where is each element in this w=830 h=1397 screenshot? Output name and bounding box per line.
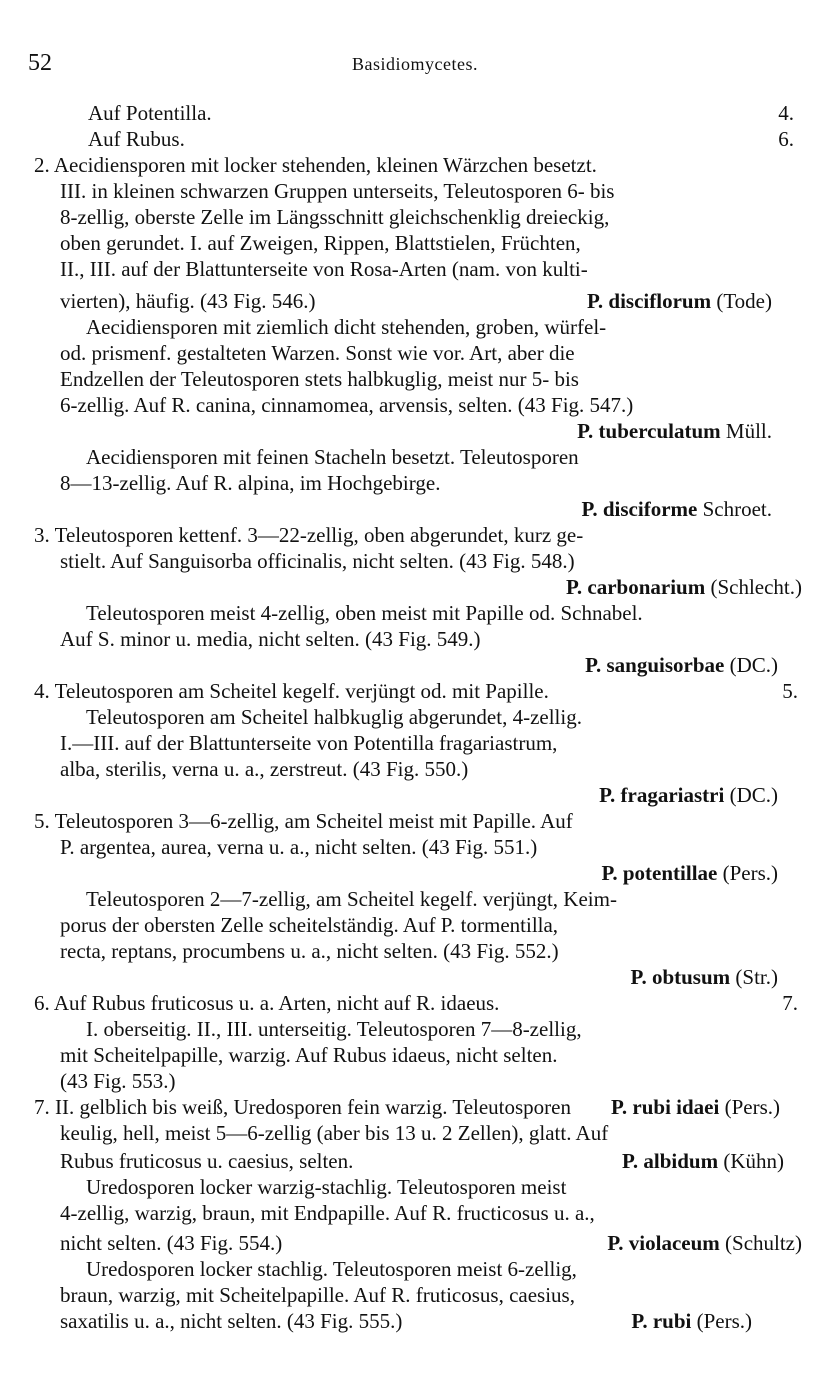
- text-line: I. oberseitig. II., III. unterseitig. Teleutosporen 7—8-zellig,: [86, 1017, 582, 1041]
- species-author: (Pers.): [722, 861, 778, 885]
- species-name: P. disciflorum: [587, 289, 712, 313]
- text-line: keulig, hell, meist 5—6-zellig (aber bis 13 u. 2 Zellen), glatt. Auf: [60, 1121, 609, 1145]
- text-line: porus der obersten Zelle scheitelständig. Auf P. tormentilla,: [60, 913, 559, 937]
- text-line: 6-zellig. Auf R. canina, cinnamomea, arvensis, selten. (43 Fig. 547.): [60, 393, 634, 417]
- text-line: 7. II. gelblich bis weiß, Uredosporen fein warzig. Teleutosporen: [34, 1095, 571, 1119]
- text-line: Teleutosporen 2—7-zellig, am Scheitel kegelf. verjüngt, Keim-: [86, 887, 617, 911]
- species-author: (DC.): [729, 653, 778, 677]
- text-line: Auf S. minor u. media, nicht selten. (43 Fig. 549.): [60, 627, 481, 651]
- text-line: od. prismenf. gestalteten Warzen. Sonst wie vor. Art, aber die: [60, 341, 575, 365]
- species-author: (DC.): [729, 783, 778, 807]
- text-line: 8-zellig, oberste Zelle im Längsschnitt gleichschenklig dreieckig,: [60, 205, 610, 229]
- species-name: P. violaceum: [607, 1231, 720, 1255]
- page-number: 52: [28, 50, 52, 76]
- text-line: 2. Aecidiensporen mit locker stehenden, kleinen Wärzchen besetzt.: [34, 153, 597, 177]
- species-author: Müll.: [725, 419, 772, 443]
- text-line: Rubus fruticosus u. caesius, selten.: [60, 1149, 354, 1173]
- text-line: P. argentea, aurea, verna u. a., nicht selten. (43 Fig. 551.): [60, 835, 538, 859]
- text-line: II., III. auf der Blattunterseite von Rosa-Arten (nam. von kulti-: [60, 257, 588, 281]
- lead-number: 7.: [782, 991, 798, 1015]
- text-line: 4-zellig, warzig, braun, mit Endpapille. Auf R. fructicosus u. a.,: [60, 1201, 595, 1225]
- species-name: P. carbonarium: [565, 575, 706, 599]
- species-author: (Pers.): [724, 1095, 780, 1119]
- species-entry: [581, 496, 772, 522]
- species-name: P. obtusum: [630, 965, 731, 989]
- species-name: P. potentillae: [601, 861, 718, 885]
- text-line: Uredosporen locker stachlig. Teleutosporen meist 6-zellig,: [86, 1257, 577, 1281]
- species-name: P. sanguisorbae: [585, 653, 725, 677]
- text-line: Teleutosporen meist 4-zellig, oben meist mit Papille od. Schnabel.: [86, 601, 643, 625]
- species-name: P. disciforme: [581, 497, 698, 521]
- species-entry: [607, 1230, 802, 1256]
- species-author: (Pers.): [696, 1309, 752, 1333]
- species-entry: [577, 418, 772, 444]
- species-name: P. albidum: [621, 1149, 719, 1173]
- page-header: [28, 50, 802, 80]
- text-line: Endzellen der Teleutosporen stets halbkuglig, meist nur 5- bis: [60, 367, 579, 391]
- species-author: (Kühn): [723, 1149, 784, 1173]
- text-line: braun, warzig, mit Scheitelpapille. Auf R. fruticosus, caesius,: [60, 1283, 575, 1307]
- species-entry: [631, 1308, 752, 1334]
- species-entry: [587, 288, 772, 314]
- text-line: I.—III. auf der Blattunterseite von Potentilla fragariastrum,: [60, 731, 558, 755]
- species-author: Schroet.: [702, 497, 772, 521]
- lead-number: 5.: [782, 679, 798, 703]
- text-line: mit Scheitelpapille, warzig. Auf Rubus idaeus, nicht selten.: [60, 1043, 558, 1067]
- species-name: P. tuberculatum: [577, 419, 721, 443]
- species-entry: [631, 964, 778, 990]
- text-line: Uredosporen locker warzig-stachlig. Teleutosporen meist: [86, 1175, 567, 1199]
- text-line: 8—13-zellig. Auf R. alpina, im Hochgebirge.: [60, 471, 441, 495]
- text-line: 4. Teleutosporen am Scheitel kegelf. verjüngt od. mit Papille.: [34, 679, 549, 703]
- text-line: (43 Fig. 553.): [60, 1069, 176, 1093]
- species-entry: [585, 652, 778, 678]
- text-line: recta, reptans, procumbens u. a., nicht selten. (43 Fig. 552.): [60, 939, 559, 963]
- text-line: 6. Auf Rubus fruticosus u. a. Arten, nicht auf R. idaeus.: [34, 991, 500, 1015]
- text-line: oben gerundet. I. auf Zweigen, Rippen, Blattstielen, Früchten,: [60, 231, 581, 255]
- text-line: Aecidiensporen mit ziemlich dicht stehenden, groben, würfel-: [86, 315, 607, 339]
- lead-number: 4.: [778, 101, 794, 125]
- text-line: Aecidiensporen mit feinen Stacheln besetzt. Teleutosporen: [86, 445, 579, 469]
- text-line: Teleutosporen am Scheitel halbkuglig abgerundet, 4-zellig.: [86, 705, 582, 729]
- lead-number: 6.: [778, 127, 794, 151]
- species-name: P. fragariastri: [599, 783, 725, 807]
- species-author: (Str.): [735, 965, 778, 989]
- text-line: nicht selten. (43 Fig. 554.): [60, 1231, 283, 1255]
- running-head: Basidiomycetes.: [352, 54, 478, 74]
- text-line: 5. Teleutosporen 3—6-zellig, am Scheitel meist mit Papille. Auf: [34, 809, 573, 833]
- text-line: 3. Teleutosporen kettenf. 3—22-zellig, oben abgerundet, kurz ge-: [34, 523, 584, 547]
- species-entry: [611, 1094, 780, 1120]
- species-entry: [566, 574, 802, 600]
- text-line: saxatilis u. a., nicht selten. (43 Fig. 555.): [60, 1309, 403, 1333]
- species-entry: [601, 860, 778, 886]
- species-name: P. rubi idaei: [611, 1095, 720, 1119]
- species-entry: [622, 1148, 784, 1174]
- text-line: alba, sterilis, verna u. a., zerstreut. (43 Fig. 550.): [60, 757, 469, 781]
- species-name: P. rubi: [631, 1309, 692, 1333]
- text-line: Auf Rubus.: [88, 127, 185, 151]
- text-line: III. in kleinen schwarzen Gruppen unterseits, Teleutosporen 6- bis: [60, 179, 615, 203]
- species-author: (Tode): [716, 289, 772, 313]
- text-line: stielt. Auf Sanguisorba officinalis, nicht selten. (43 Fig. 548.): [60, 549, 575, 573]
- species-author: (Schultz): [725, 1231, 802, 1255]
- text-line: Auf Potentilla.: [88, 101, 212, 125]
- species-entry: [599, 782, 778, 808]
- species-author: (Schlecht.): [710, 575, 802, 599]
- text-line: vierten), häufig. (43 Fig. 546.): [60, 289, 316, 313]
